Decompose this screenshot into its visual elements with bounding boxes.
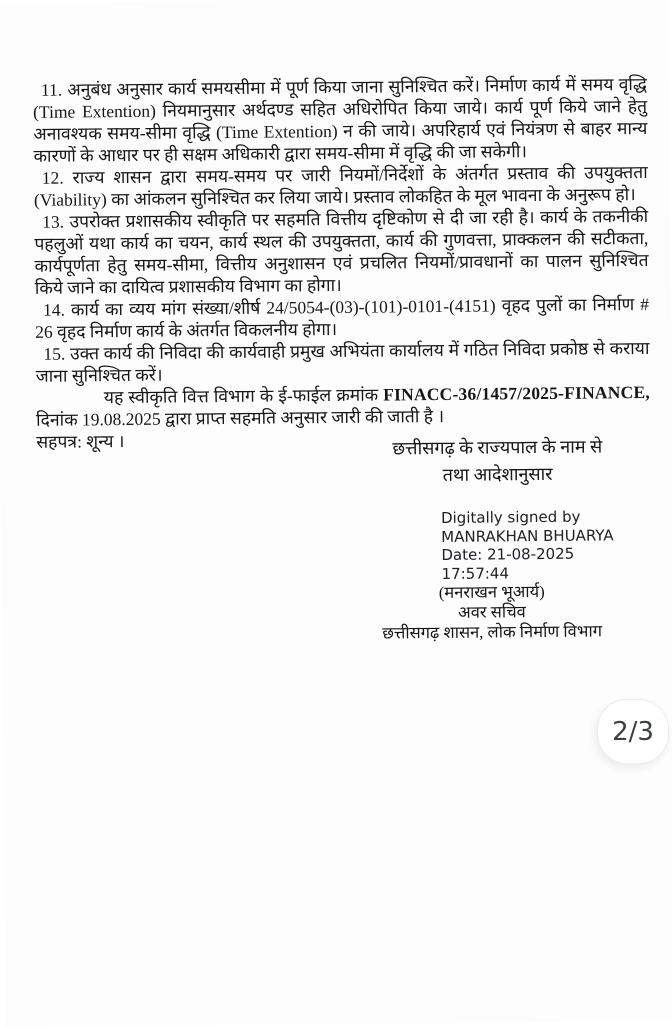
digital-signature-time: 17:57:44 bbox=[441, 563, 510, 583]
closing-lead-text: यह स्वीकृति वित्त विभाग के ई-फाईल क्रमांक bbox=[103, 384, 384, 408]
closing-rest-text: दिनांक 19.08.2025 द्वारा प्राप्त सहमति अनुसार जारी की जाती है । bbox=[35, 405, 445, 430]
signer-department: छत्तीसगढ़ शासन, लोक निर्माण विभाग bbox=[382, 621, 603, 643]
clause-11: 11. अनुबंध अनुसार कार्य समयसीमा में पूर्ण किया जाना सुनिश्चित करें। निर्माण कार्य में समय वृद्धि (Time Extention) नियमानुसार अर्थदण्ड सहित अधिरोपित किया जाये। कार्य पूर्ण किये जाने हेतु अनावश्यक समय-सीमा वृद्धि (Time Extention) न की जाये। अपरिहार्य एवं नियंत्रण से बाहर मान्य कारणों के आधार पर ही सक्षम अधिकारी द्वारा समय-सीमा में वृद्धि की जा सकेगी। bbox=[33, 74, 648, 166]
digital-signature-line: Digitally signed by bbox=[440, 507, 581, 527]
signer-block bbox=[382, 581, 602, 643]
document-body bbox=[33, 73, 651, 453]
signer-name: (मनराखन भूआर्य) bbox=[438, 582, 545, 603]
digital-signature-block bbox=[441, 507, 614, 583]
authority-block bbox=[392, 433, 602, 489]
digital-signature-date: Date: 21-08-2025 bbox=[441, 544, 575, 564]
enclosure-line: सहपत्र: शून्य । bbox=[36, 431, 125, 452]
page-indicator-badge: 2/3 bbox=[597, 699, 669, 764]
clause-13: 13. उपरोक्त प्रशासकीय स्वीकृति पर सहमति वित्तीय दृष्टिकोण से दी जा रही है। कार्य के तकनीकी पहलुओं यथा कार्य का चयन, कार्य स्थल की उपयुक्तता, कार्य की गुणवत्ता, प्राक्कलन की सटीकता, कार्यपूर्णता हेतु समय-सीमा, वित्तीय अनुशासन एवं प्रचलित नियमों/प्रावधानों का पालन सुनिश्चित किये जाने का दायित्व प्रशासकीय विभाग का होगा। bbox=[34, 205, 649, 298]
clause-12: 12. राज्य शासन द्वारा समय-समय पर जारी नियमों/निर्देशों के अंतर्गत प्रस्ताव की उपयुक्तता (Viability) का आंकलन सुनिश्चित कर लिया जाये। प्रस्ताव लोकहित के मूल भावना के अनुरूप हो। bbox=[33, 161, 648, 210]
signer-designation: अवर सचिव bbox=[457, 602, 526, 622]
efile-number: FINACC-36/1457/2025-FINANCE, bbox=[383, 381, 650, 405]
clause-15: 15. उक्त कार्य की निविदा की कार्यवाही प्रमुख अभियंता कार्यालय में गठित निविदा प्रकोष्ठ से कराया जाना सुनिश्चित करें। bbox=[35, 337, 650, 386]
clause-14: 14. कार्य का व्यय मांग संख्या/शीर्ष 24/5054-(03)-(101)-0101-(4151) वृहद पुलों का निर्माण # 26 वृहद निर्माण कार्य के अंतर्गत विकलनीय होगा। bbox=[35, 293, 650, 342]
closing-paragraph bbox=[36, 381, 650, 431]
digital-signature-signer: MANRAKHAN BHUARYA bbox=[441, 525, 614, 546]
authority-line-2: तथा आदेशानुसार bbox=[442, 463, 553, 485]
authority-line-1: छत्तीसगढ़ के राज्यपाल के नाम से bbox=[392, 436, 603, 459]
